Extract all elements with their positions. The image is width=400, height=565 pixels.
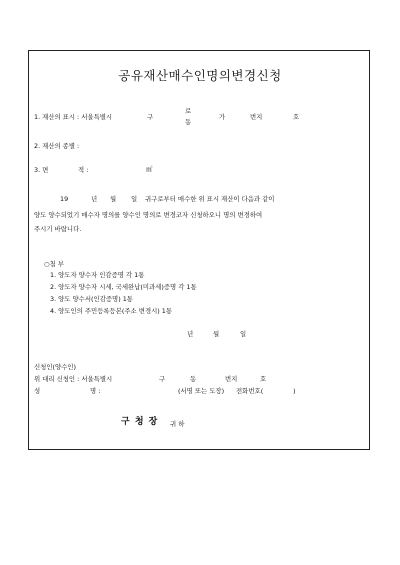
statement-line1: 귀구로부터 매수한 위 표시 재산이 다음과 같이 [145,195,275,203]
attachment-item: 1. 양도자 양수자 인감증명 각 1통 [50,271,145,279]
property-label: 1. 재산의 표시 : 서울특별시 [34,113,113,121]
property-ga: 가 [219,113,226,121]
applicant-ho: 호 [260,375,267,383]
statement-day: 일 [131,195,138,203]
area-label: 3. 면 [34,166,49,174]
statement-year-num: 19 [60,195,69,203]
applicant-dong: 동 [190,375,197,383]
applicant-name-label-2: 명 : [90,387,101,395]
property-type-label: 2. 재산의 종별 : [34,142,80,150]
property-gu: 구 [147,113,154,121]
applicant-phone-close: ) [293,387,296,395]
applicant-name-label-1: 성 [34,387,41,395]
area-unit: ㎡ [146,165,153,173]
applicant-gu: 구 [159,375,166,383]
property-dong: 동 [185,118,192,126]
form-title: 공유재산매수인명의변경신청 [118,68,282,83]
statement-year: 년 [91,195,98,203]
date-year: 년 [187,330,194,338]
date-day: 일 [240,330,247,338]
statement-month: 월 [110,195,117,203]
applicant-signature: (서명 또는 도장) [178,387,225,395]
applicant-phone: 전화번호( [236,387,264,395]
date-month: 월 [213,330,220,338]
property-ro: 로 [185,107,192,115]
applicant-bunji: 번지 [225,375,238,383]
applicant-heading: 신청인(양수인) [34,363,77,371]
property-bunji: 번지 [250,113,263,121]
applicant-address-label: 위 대리 신청인 : 서울특별시 [34,375,113,383]
attachment-item: 2. 양도자 양수자 시세, 국세완납(미과세)증명 각 1통 [50,283,197,291]
statement-line2: 양도 양수되었기 매수자 명의를 양수인 명의로 변경코자 신청하오니 명의 변경하여 [34,211,263,219]
recipient-name: 구 청 장 [121,417,159,427]
attachments-heading: ○첨 부 [44,260,64,268]
attachment-item: 4. 양도인의 주민등록등본(주소 변경시) 1통 [50,307,173,315]
area-label-2: 적 : [78,166,89,174]
recipient-suffix: 귀 하 [170,420,185,428]
property-ho: 호 [293,113,300,121]
attachment-item: 3. 양도 양수서(인감증명) 1통 [50,295,133,303]
statement-line3: 주시기 바랍니다. [34,225,82,233]
